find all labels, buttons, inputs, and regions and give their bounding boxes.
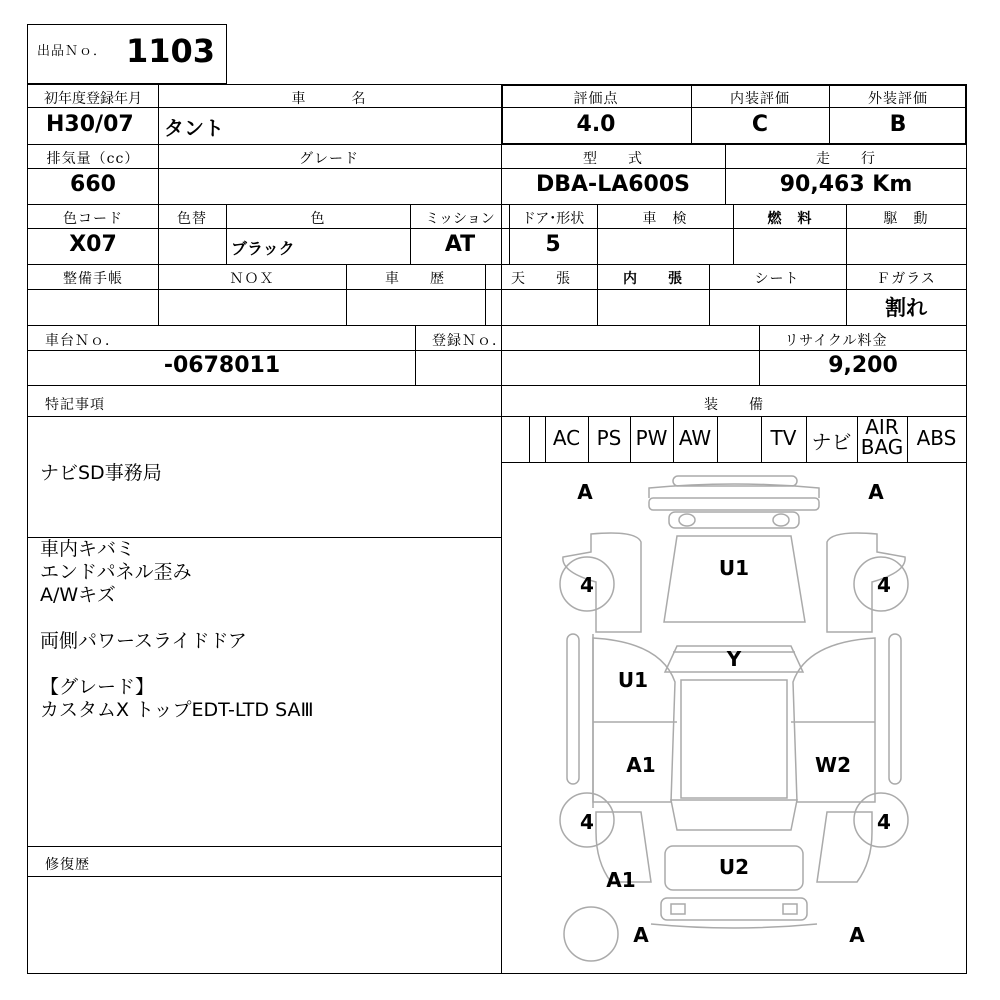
equipment-item: PW — [635, 426, 668, 450]
nox-label: ＮＯＸ — [229, 271, 275, 287]
recycle-fee-value: 9,200 — [828, 353, 898, 378]
mission-value: AT — [444, 232, 476, 257]
color-label: 色 — [310, 211, 326, 227]
equipment-item: TV — [770, 426, 797, 450]
equipment-item: ナビ — [811, 430, 852, 454]
equipment-divider — [806, 416, 807, 462]
interior-grade-value: C — [751, 112, 769, 137]
color-value: ブラック — [231, 239, 295, 258]
drive-label: 駆 動 — [883, 211, 929, 227]
damage-left-front-door: U1 — [617, 668, 649, 692]
history-label: 車 歴 — [385, 271, 445, 287]
damage-right-rear-door: W2 — [815, 753, 851, 777]
car-name-value: タント — [164, 116, 224, 140]
fuel-label: 燃 料 — [767, 211, 813, 227]
displacement-label: 排気量（cc） — [46, 151, 140, 167]
model-value: DBA-LA600S — [536, 172, 690, 197]
repair-history-label: 修復歴 — [45, 857, 90, 873]
equipment-divider — [857, 416, 858, 462]
tire-front-right: 4 — [877, 573, 891, 597]
seat-label: シート — [754, 271, 800, 287]
mission-label: ミッション — [425, 211, 495, 227]
chassis-number-label: 車台Ｎｏ． — [45, 333, 120, 349]
exterior-grade-label: 外装評価 — [868, 91, 928, 107]
roof-lining-label: 天 張 — [511, 271, 571, 287]
maintenance-book-label: 整備手帳 — [63, 271, 123, 287]
damage-rear-hatch: U2 — [718, 855, 750, 879]
equipment-divider — [588, 416, 589, 462]
equipment-divider — [545, 416, 546, 462]
equipment-divider — [630, 416, 631, 462]
damage-rear-left: A — [633, 923, 649, 947]
damage-rear-right: A — [849, 923, 865, 947]
mileage-label: 走 行 — [816, 151, 876, 167]
equipment-item: AW — [678, 426, 712, 450]
tire-rear-left: 4 — [580, 810, 594, 834]
notes-line-1: ナビSD事務局 — [40, 462, 162, 484]
door-shape-label: ドア･形状 — [521, 211, 585, 227]
damage-left-quarter: A1 — [606, 868, 636, 892]
equipment-item: AIR BAG — [860, 415, 904, 459]
damage-hood: U1 — [718, 556, 750, 580]
inner-lining-label: 内 張 — [623, 271, 683, 287]
model-label: 型 式 — [583, 151, 643, 167]
exterior-grade-value: B — [889, 112, 907, 137]
lot-number: 1103 — [126, 32, 216, 70]
tire-rear-right: 4 — [877, 810, 891, 834]
equipment-divider — [761, 416, 762, 462]
equipment-divider — [529, 416, 530, 462]
first-registration-value: H30/07 — [46, 112, 134, 137]
damage-left-rear-door: A1 — [626, 753, 656, 777]
notes-label: 特記事項 — [45, 397, 105, 413]
equipment-divider — [907, 416, 908, 462]
displacement-value: 660 — [70, 172, 116, 197]
damage-front-right: A — [868, 480, 884, 504]
front-glass-label: Ｆガラス — [876, 271, 936, 287]
damage-roof: Y — [726, 647, 742, 671]
equipment-item: AC — [552, 426, 581, 450]
mileage-value: 90,463 Km — [779, 172, 913, 197]
color-code-label: 色コード — [63, 211, 123, 227]
notes-details: 車内キバミ エンドパネル歪み A/Wキズ 両側パワースライドドア 【グレード】 カスタムX トップEDT-LTD SAⅢ — [40, 538, 314, 721]
color-code-value: X07 — [69, 232, 117, 257]
repaint-label: 色替 — [177, 211, 207, 227]
equipment-label: 装 備 — [704, 397, 764, 413]
equipment-divider — [717, 416, 718, 462]
front-glass-value: 割れ — [885, 296, 927, 320]
car-condition-diagram — [501, 462, 967, 974]
damage-front-left: A — [577, 480, 593, 504]
interior-grade-label: 内装評価 — [730, 91, 790, 107]
car-name-label: 車 名 — [291, 91, 367, 107]
first-registration-label: 初年度登録年月 — [44, 91, 142, 107]
equipment-divider — [673, 416, 674, 462]
grade-label: グレード — [299, 151, 359, 167]
tire-front-left: 4 — [580, 573, 594, 597]
registration-number-label: 登録Ｎｏ． — [432, 333, 507, 349]
chassis-number-value: -0678011 — [163, 353, 281, 378]
score-value: 4.0 — [576, 112, 616, 137]
lot-label: 出品Ｎｏ． — [37, 44, 108, 59]
recycle-fee-label: リサイクル料金 — [784, 333, 888, 349]
inspection-label: 車 検 — [642, 211, 688, 227]
equipment-item: ABS — [916, 426, 957, 450]
door-shape-value: 5 — [545, 232, 561, 257]
equipment-item: PS — [596, 426, 622, 450]
score-label: 評価点 — [573, 91, 619, 107]
